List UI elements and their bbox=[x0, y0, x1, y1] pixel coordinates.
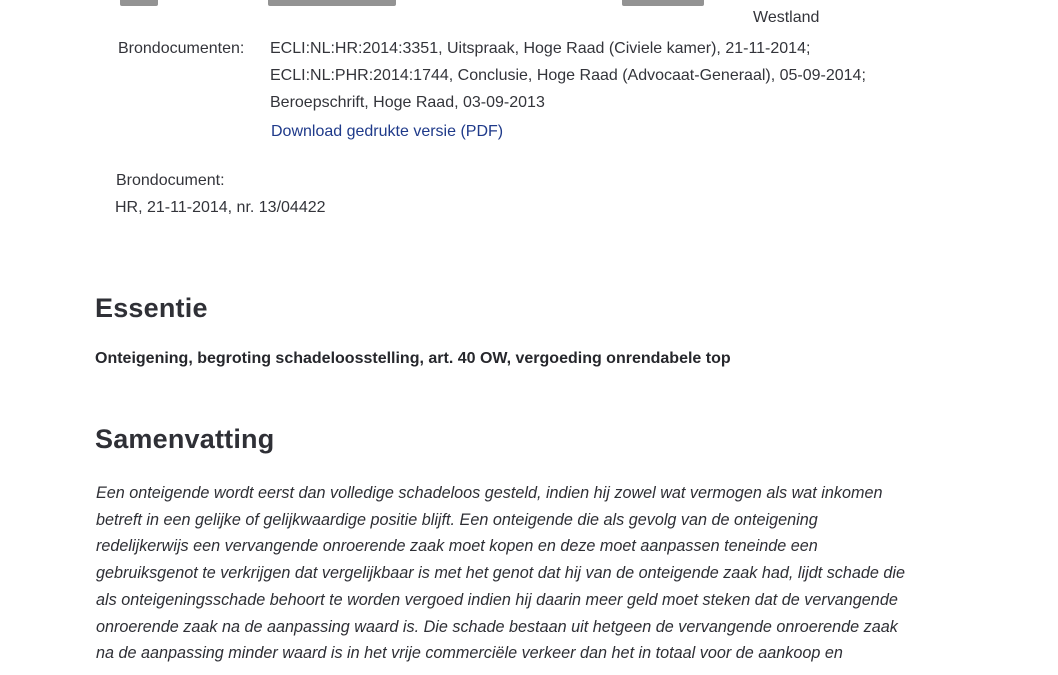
summary-line: Een onteigende wordt eerst dan volledige schadeloos gesteld, indien hij zowel wat vermogen als wat inkomen bbox=[96, 484, 883, 502]
download-pdf-link[interactable]: Download gedrukte versie (PDF) bbox=[271, 123, 504, 140]
summary-line: betreft in een gelijke of gelijkwaardige positie blijft. Een onteigende die als gevolg van de onteigening bbox=[96, 510, 818, 529]
summary-line: gebruiksgenot te verkrijgen dat vergelijkbaar is met het genot dat hij van de onteigende zaak had, lijdt schade die bbox=[96, 564, 905, 583]
essence-text: Onteigening, begroting schadeloosstelling, art. 40 OW, vergoeding onrendabele top bbox=[95, 350, 731, 367]
source-document-item: Beroepschrift, Hoge Raad, 03-09-2013 bbox=[270, 94, 545, 111]
location-value: Westland bbox=[753, 9, 820, 26]
essence-heading: Essentie bbox=[95, 293, 208, 323]
summary-line: redelijkerwijs een vervangende onroerende zaak moet kopen en deze moet aanpassen teneinde een bbox=[96, 537, 818, 556]
source-document-value: HR, 21-11-2014, nr. 13/04422 bbox=[115, 199, 326, 216]
source-documents-label: Brondocumenten: bbox=[118, 40, 245, 57]
clipped-text-fragment bbox=[120, 0, 158, 6]
summary-line: als onteigeningsschade behoort te worden vergoed indien hij daarin meer geld moet steken dat de vervangende bbox=[96, 590, 898, 609]
clipped-text-fragment bbox=[622, 0, 704, 6]
summary-line: na de aanpassing minder waard is in het vrije commerciële verkeer dan het in totaal voor de aankoop en bbox=[96, 644, 843, 663]
source-document-label: Brondocument: bbox=[116, 172, 225, 189]
summary-text bbox=[96, 480, 1011, 667]
clipped-text-fragment bbox=[268, 0, 396, 6]
summary-line: onroerende zaak na de aanpassing waard is. Die schade bestaan uit hetgeen de vervangende onroerende zaak bbox=[96, 617, 898, 636]
source-document-item: ECLI:NL:PHR:2014:1744, Conclusie, Hoge Raad (Advocaat-Generaal), 05-09-2014; bbox=[270, 67, 866, 84]
summary-heading: Samenvatting bbox=[95, 424, 275, 454]
source-document-item: ECLI:NL:HR:2014:3351, Uitspraak, Hoge Raad (Civiele kamer), 21-11-2014; bbox=[270, 40, 811, 57]
